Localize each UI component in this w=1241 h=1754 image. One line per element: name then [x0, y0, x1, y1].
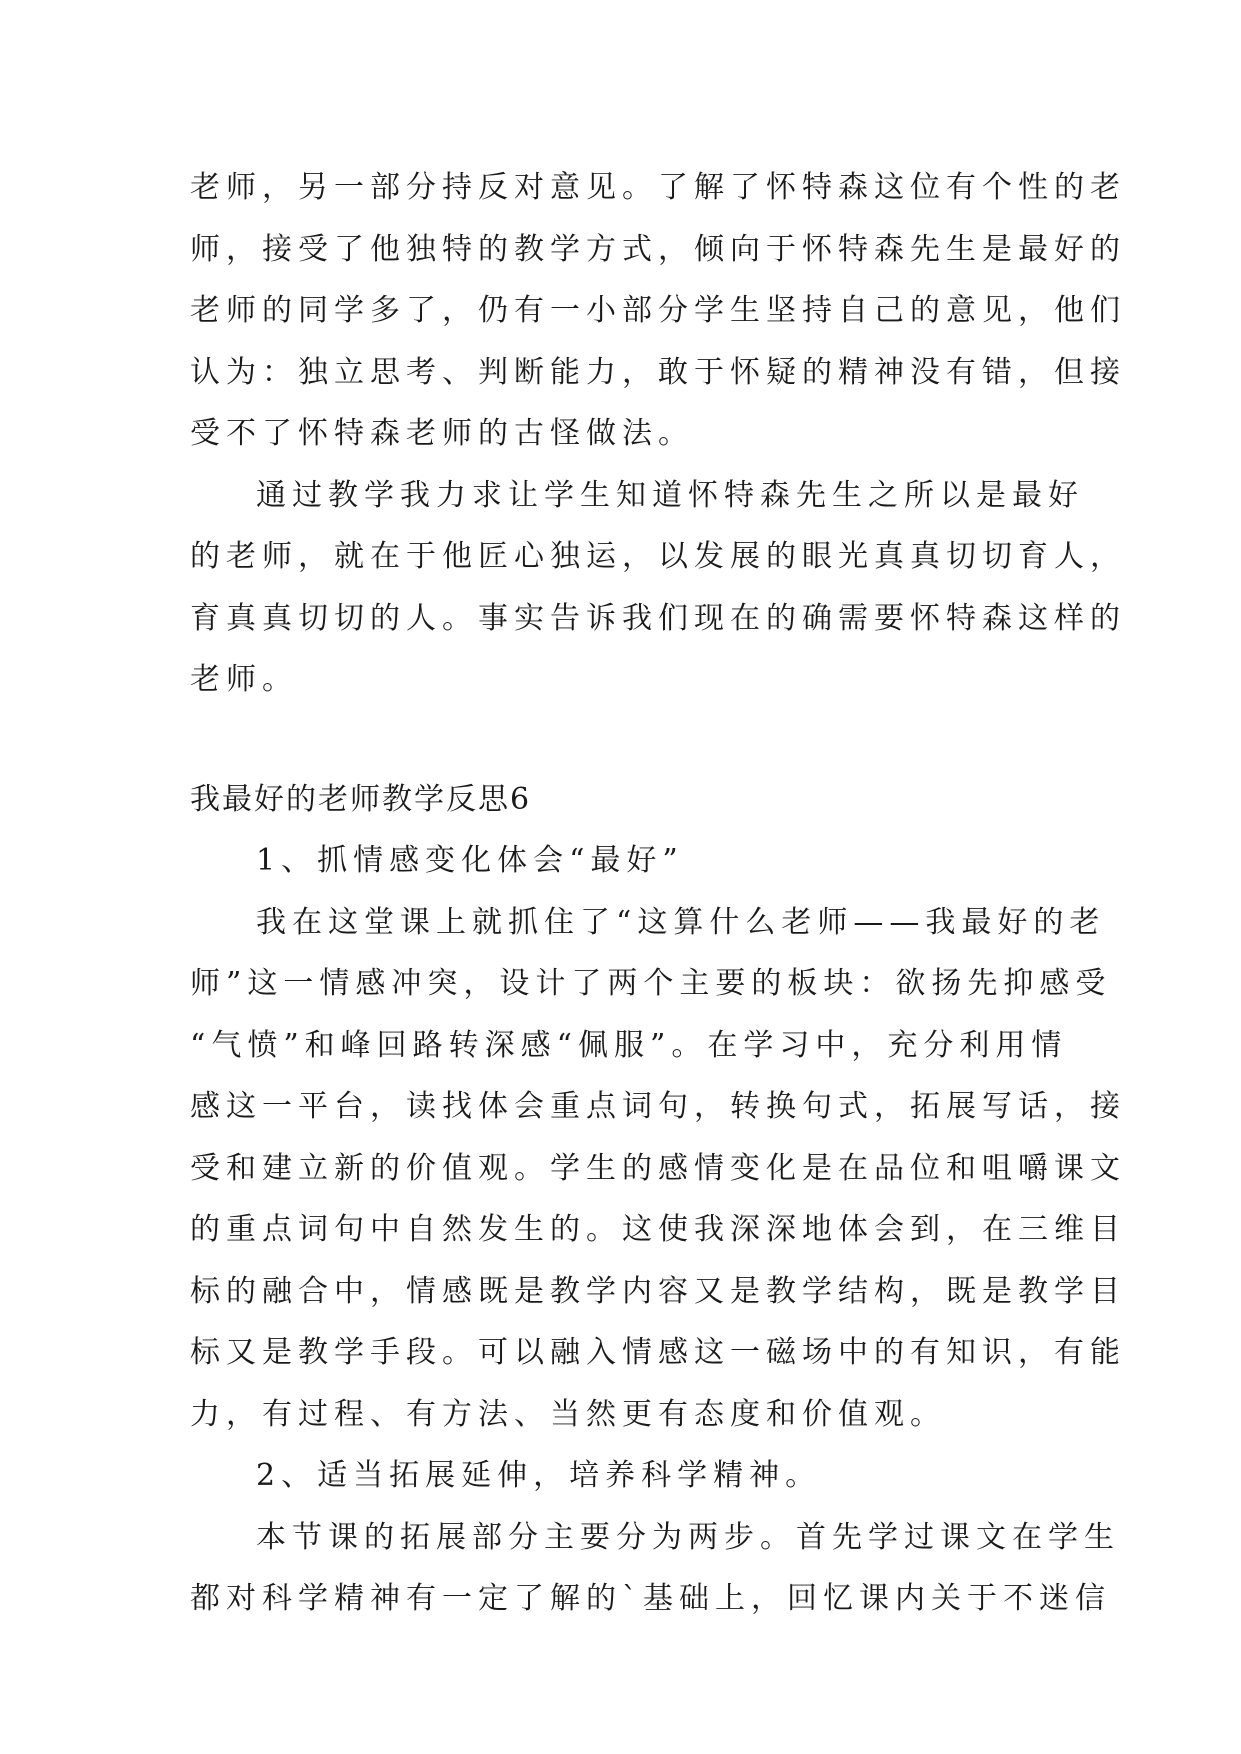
text-line: 老师，另一部分持反对意见。了解了怀特森这位有个性的老	[190, 170, 1126, 205]
text-line: 都对科学精神有一定了解的`基础上，回忆课内关于不迷信	[190, 1581, 1111, 1616]
text-line: 师”这一情感冲突，设计了两个主要的板块：欲扬先抑感受	[190, 966, 1112, 1001]
point-2-title	[190, 1445, 1050, 1507]
text-line: 感这一平台，读找体会重点词句，转换句式，拓展写话，接	[190, 1089, 1126, 1124]
text-line: 2、适当拓展延伸，培养科学精神。	[256, 1458, 822, 1493]
text-line: 育真真切切的人。事实告诉我们现在的确需要怀特森这样的	[190, 600, 1126, 636]
text-line: 我在这堂课上就抓住了“这算什么老师——我最好的老	[256, 904, 1106, 940]
text-line: 标又是教学手段。可以融入情感这一磁场中的有知识，有能	[190, 1335, 1126, 1370]
text-line: 力，有过程、有方法、当然更有态度和价值观。	[190, 1396, 946, 1432]
section-heading: 我最好的老师教学反思6	[190, 781, 532, 817]
continuation-paragraph	[190, 157, 1126, 465]
text-line: 的重点词句中自然发生的。这使我深深地体会到，在三维目	[190, 1212, 1126, 1247]
text-line: 本节课的拓展部分主要分为两步。首先学过课文在学生	[256, 1519, 1120, 1555]
paragraph-3	[190, 892, 1126, 1446]
text-line: 的老师，就在于他匠心独运，以发展的眼光真真切切育人，	[190, 539, 1126, 574]
text-line: “气愤”和峰回路转深感“佩服”。在学习中，充分利用情	[190, 1027, 1068, 1063]
point-1-title	[190, 830, 1050, 892]
text-line: 老师。	[190, 662, 298, 697]
text-line: 通过教学我力求让学生知道怀特森先生之所以是最好	[256, 477, 1084, 513]
text-line: 1、抓情感变化体会“最好”	[256, 843, 684, 878]
text-line: 受不了怀特森老师的古怪做法。	[190, 416, 694, 451]
text-line: 老师的同学多了，仍有一小部分学生坚持自己的意见，他们	[190, 293, 1126, 328]
text-line: 受和建立新的价值观。学生的感情变化是在品位和咀嚼课文	[190, 1150, 1126, 1186]
document-body	[190, 157, 1126, 1630]
paragraph-4	[190, 1507, 1120, 1630]
text-line: 标的融合中，情感既是教学内容又是教学结构，既是教学目	[190, 1273, 1126, 1309]
text-line: 师，接受了他独特的教学方式，倾向于怀特森先生是最好的	[190, 231, 1126, 267]
paragraph-2	[190, 465, 1126, 711]
text-line: 认为：独立思考、判断能力，敢于怀疑的精神没有错，但接	[190, 354, 1126, 390]
